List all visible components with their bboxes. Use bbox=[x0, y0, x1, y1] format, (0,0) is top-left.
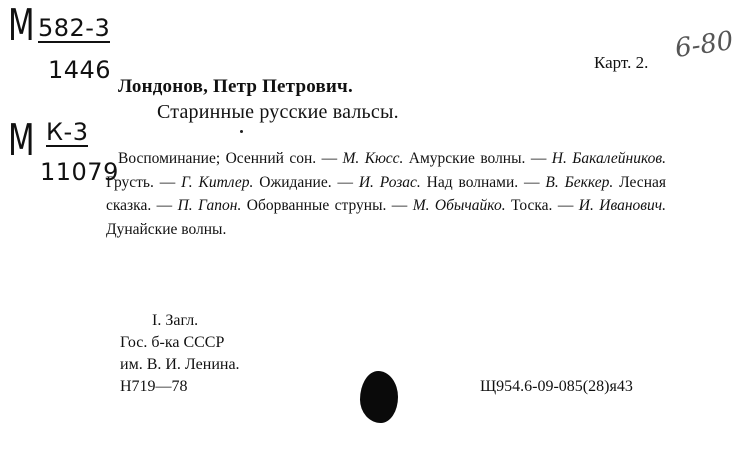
composer-name: М. Кюсс. bbox=[342, 150, 404, 167]
contents-text: Над волнами. — bbox=[420, 173, 546, 191]
classification-index: Щ954.6-09-085(28)я43 bbox=[480, 378, 633, 395]
handwritten-code-mid: К-3 bbox=[46, 118, 89, 146]
contents-text: Ожидание. — bbox=[253, 173, 359, 191]
contents-text: Оборванные струны. — bbox=[241, 197, 413, 214]
composer-name: Г. Китлер. bbox=[181, 173, 254, 191]
handwritten-letter-top: М bbox=[8, 0, 35, 51]
handwritten-letter-mid: М bbox=[8, 115, 35, 166]
composer-name: И. Розас. bbox=[358, 173, 421, 191]
contents-text: Грусть. — bbox=[106, 173, 182, 191]
pencil-mark: 6-80 bbox=[673, 26, 736, 64]
library-name-line2: им. В. И. Ленина. bbox=[120, 356, 240, 373]
library-name-line1: Гос. б-ка СССР bbox=[120, 334, 225, 351]
composer-name: И. Иванович. bbox=[578, 197, 667, 214]
subject-tracing: I. Загл. bbox=[152, 312, 199, 329]
handwritten-code-top: 582-3 bbox=[38, 14, 111, 42]
contents-note bbox=[106, 147, 666, 241]
card-number: Карт. 2. bbox=[594, 53, 649, 72]
composer-name: Н. Бакалейников. bbox=[551, 150, 666, 167]
contents-text: Воспоминание; Осенний сон. — bbox=[118, 150, 343, 167]
ink-speck bbox=[240, 130, 243, 133]
contents-text: Дунайские волны. bbox=[106, 220, 227, 238]
order-code: Н719—78 bbox=[120, 378, 188, 395]
author-heading: Лондонов, Петр Петрович. bbox=[118, 76, 353, 97]
composer-name: В. Беккер. bbox=[545, 173, 614, 191]
ink-blot bbox=[360, 371, 398, 423]
handwritten-number-mid: 11079 bbox=[40, 158, 119, 186]
composer-name: П. Гапон. bbox=[177, 197, 242, 214]
handwritten-number-top: 1446 bbox=[48, 56, 112, 84]
work-title: Старинные русские вальсы. bbox=[157, 101, 399, 123]
contents-text: Тоска. — bbox=[505, 197, 579, 214]
contents-text: Лесная сказка. — bbox=[106, 173, 666, 214]
composer-name: М. Обычайко. bbox=[412, 197, 506, 214]
contents-text: Амурские волны. — bbox=[403, 150, 552, 167]
